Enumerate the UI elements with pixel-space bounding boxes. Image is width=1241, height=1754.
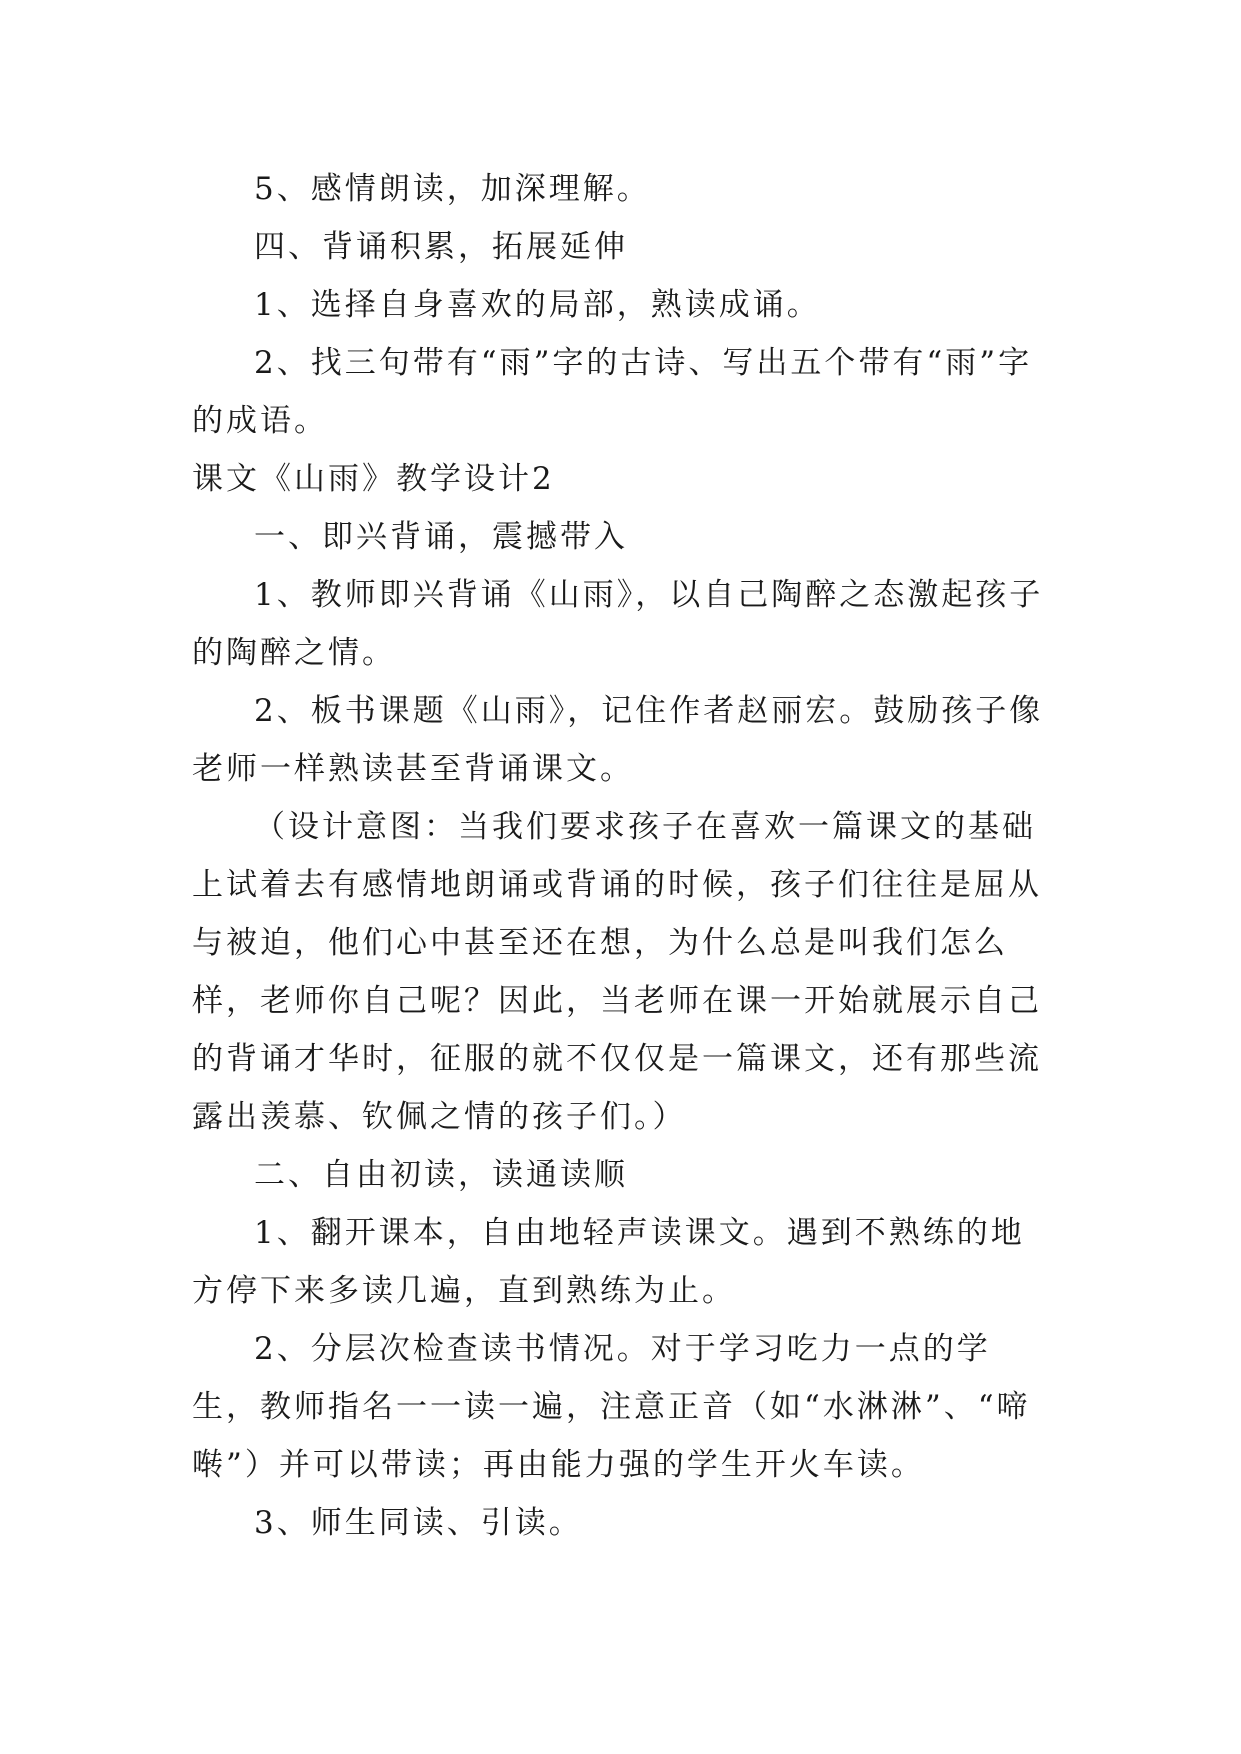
- paragraph-13: 3、师生同读、引读。: [254, 1505, 583, 1541]
- design-intent-note: （设计意图：当我们要求孩子在喜欢一篇课文的基础上试着去有感情地朗诵或背诵的时候，孩子们往往是屈从与被迫，他们心中甚至还在想，为什么总是叫我们怎么样，老师你自己呢？因此，当老师在课一开始就展示自己的背诵才华时，征服的就不仅仅是一篇课文，还有那些流露出羡慕、钦佩之情的孩子们。）: [192, 809, 1042, 1135]
- paragraph-8: 2、板书课题《山雨》，记住作者赵丽宏。鼓励孩子像老师一样熟读甚至背诵课文。: [192, 693, 1044, 787]
- section-heading-1: 一、即兴背诵，震撼带入: [254, 519, 628, 555]
- paragraph-1: 5、感情朗读，加深理解。: [254, 171, 651, 207]
- section-heading-2: 二、自由初读，读通读顺: [254, 1157, 628, 1193]
- section-heading-4: 四、背诵积累，拓展延伸: [254, 229, 628, 265]
- paragraph-12: 2、分层次检查读书情况。对于学习吃力一点的学生，教师指名一一读一遍，注意正音（如“水淋淋”、“啼啭”）并可以带读；再由能力强的学生开火车读。: [192, 1331, 1031, 1483]
- paragraph-7: 1、教师即兴背诵《山雨》，以自己陶醉之态激起孩子的陶醉之情。: [192, 577, 1044, 671]
- document-title-2: 课文《山雨》教学设计2: [192, 461, 555, 497]
- paragraph-11: 1、翻开课本，自由地轻声读课文。遇到不熟练的地方停下来多读几遍，直到熟练为止。: [192, 1215, 1025, 1309]
- document-body: [192, 160, 1054, 1552]
- paragraph-4: 2、找三句带有“雨”字的古诗、写出五个带有“雨”字的成语。: [192, 345, 1033, 439]
- paragraph-3: 1、选择自身喜欢的局部，熟读成诵。: [254, 287, 821, 323]
